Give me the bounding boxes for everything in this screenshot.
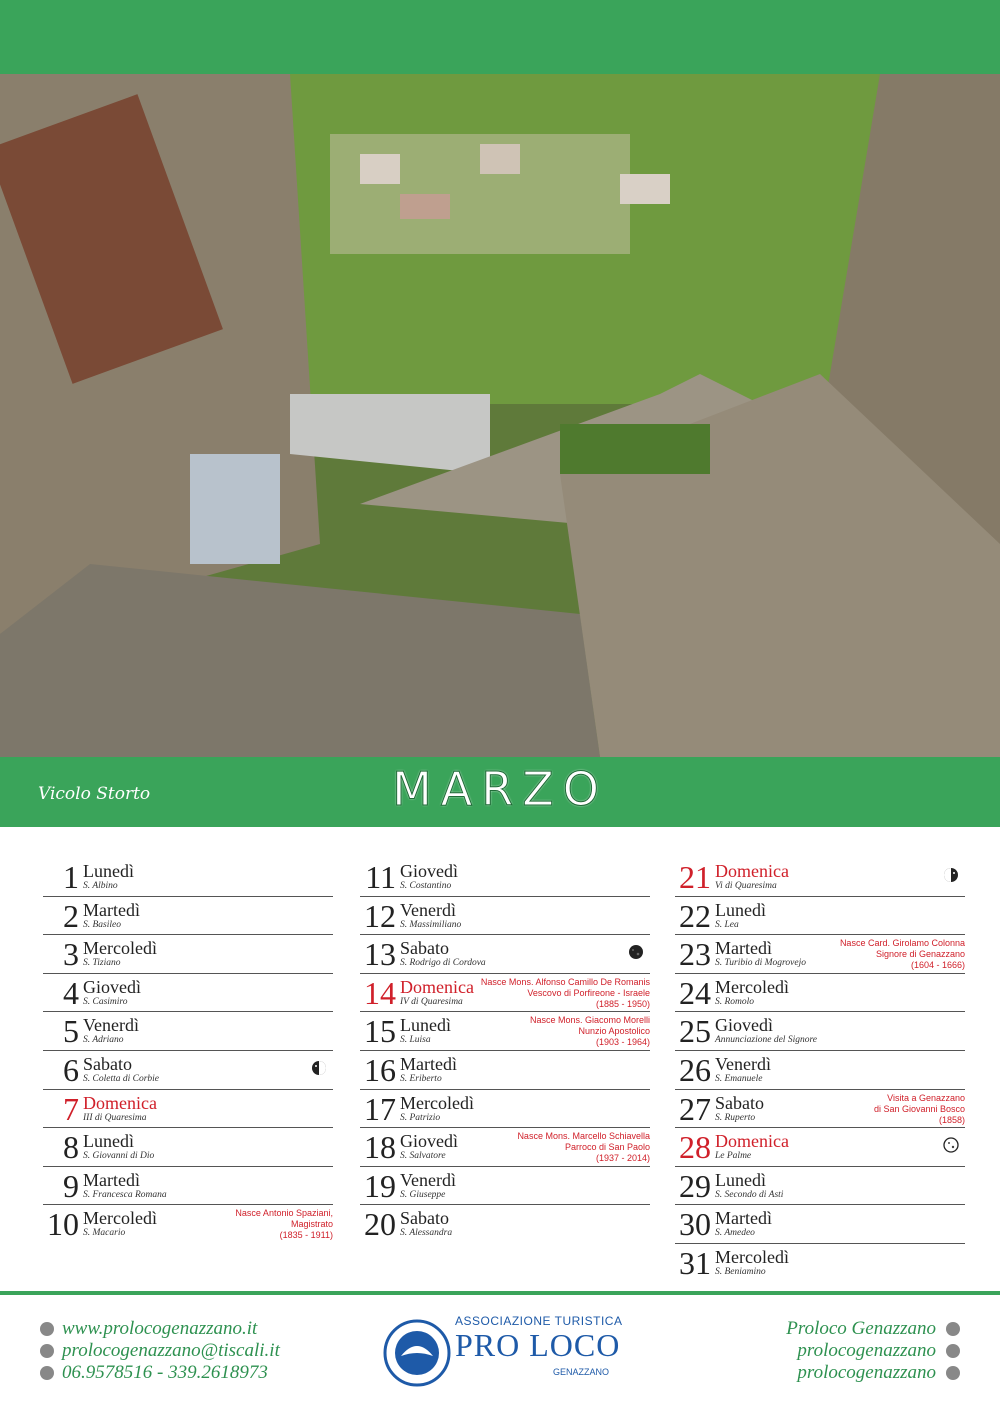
weekday-name: Mercoledì <box>400 1092 474 1113</box>
weekday-name: Martedì <box>83 1169 140 1190</box>
saint-name: S. Albino <box>83 881 118 891</box>
weekday-name: Domenica <box>400 976 474 997</box>
day-number: 26 <box>679 1051 711 1088</box>
mail-icon <box>40 1344 54 1358</box>
saint-name: S. Emanuele <box>715 1073 763 1084</box>
event-note: Nasce Card. Girolamo Colonna Signore di Genazzano (1604 - 1666) <box>839 938 965 971</box>
weekday-name: Lunedì <box>400 1015 451 1036</box>
weekday-name: Martedì <box>400 1053 457 1074</box>
proloco-logo: ASSOCIAZIONE TURISTICA PRO LOCO GENAZZANO <box>383 1312 623 1392</box>
day-number: 16 <box>364 1051 396 1088</box>
weekday-name: Martedì <box>715 938 772 959</box>
saint-name: S. Macario <box>83 1228 126 1239</box>
day-row <box>675 1205 965 1244</box>
weekday-name: Domenica <box>715 1131 789 1152</box>
day-number: 20 <box>364 1206 396 1243</box>
weekday-name: Giovedì <box>715 1015 773 1036</box>
saint-name: S. Rodrigo di Cordova <box>400 958 486 969</box>
day-number: 21 <box>679 859 711 895</box>
day-number: 3 <box>63 936 79 973</box>
saint-name: Le Palme <box>715 1151 752 1162</box>
day-row <box>360 1128 650 1167</box>
weekday-name: Sabato <box>83 1053 132 1074</box>
saint-name: S. Luisa <box>400 1035 431 1046</box>
contact-email[interactable]: prolocogenazzano@tiscali.it <box>40 1340 280 1362</box>
day-row <box>43 858 333 897</box>
saint-name: S. Patrizio <box>400 1112 441 1123</box>
day-row <box>675 1090 965 1129</box>
contact-website[interactable]: www.prolocogenazzano.it <box>40 1318 280 1340</box>
day-number: 14 <box>364 974 396 1011</box>
saint-name: S. Adriano <box>83 1035 124 1046</box>
day-number: 23 <box>679 936 711 973</box>
day-number: 31 <box>679 1244 711 1281</box>
event-note: Nasce Mons. Alfonso Camillo De Romanis Vescovo di Porfireone - Israele (1885 - 1950) <box>480 976 650 1009</box>
saint-name: S. Giuseppe <box>400 1189 446 1200</box>
day-row <box>43 1012 333 1051</box>
event-note: Nasce Antonio Spaziani, Magistrato (1835 - 1911) <box>235 1208 333 1241</box>
day-row <box>675 1244 965 1282</box>
weekday-name: Martedì <box>83 899 140 920</box>
weekday-name: Sabato <box>715 1092 764 1113</box>
day-row <box>43 1128 333 1167</box>
day-row <box>360 858 650 897</box>
footer-divider <box>0 1291 1000 1295</box>
day-number: 17 <box>364 1090 396 1127</box>
day-row <box>360 1205 650 1243</box>
saint-name: S. Secondo di Asti <box>715 1189 784 1200</box>
day-row <box>43 1205 333 1243</box>
day-row <box>43 897 333 936</box>
globe-icon <box>40 1322 54 1336</box>
day-number: 10 <box>47 1206 79 1243</box>
day-row <box>360 974 650 1013</box>
saint-name: S. Beniamino <box>715 1266 766 1277</box>
weekday-name: Lunedì <box>715 1169 766 1190</box>
day-number: 6 <box>63 1051 79 1088</box>
phone-icon <box>40 1366 54 1380</box>
saint-name: S. Coletta di Corbie <box>83 1073 159 1084</box>
saint-name: S. Amedeo <box>715 1228 755 1239</box>
day-number: 27 <box>679 1090 711 1127</box>
weekday-name: Venerdì <box>400 1169 456 1190</box>
social-instagram[interactable]: prolocogenazzano <box>786 1340 960 1362</box>
day-row <box>43 1167 333 1206</box>
weekday-name: Mercoledì <box>83 938 157 959</box>
saint-name: IV di Quaresima <box>400 996 463 1007</box>
event-note: Visita a Genazzano di San Giovanni Bosco (1858) <box>873 1092 965 1125</box>
event-note: Nasce Mons. Marcello Schiavella Parroco di San Paolo (1937 - 2014) <box>517 1131 650 1164</box>
saint-name: S. Giovanni di Dio <box>83 1151 155 1162</box>
weekday-name: Sabato <box>400 1208 449 1229</box>
day-row <box>360 935 650 974</box>
day-number: 19 <box>364 1167 396 1204</box>
event-note: Nasce Mons. Giacomo Morelli Nunzio Apostolico (1903 - 1964) <box>529 1015 650 1048</box>
calendar-column-3 <box>675 858 965 1282</box>
social-list <box>786 1318 960 1384</box>
day-number: 1 <box>63 859 79 895</box>
saint-name: Vi di Quaresima <box>715 881 777 891</box>
saint-name: S. Tiziano <box>83 958 121 969</box>
social-youtube[interactable]: prolocogenazzano <box>786 1362 960 1384</box>
contact-phone[interactable]: 06.9578516 - 339.2618973 <box>40 1362 280 1384</box>
day-row <box>360 1167 650 1206</box>
header-photo <box>0 74 1000 757</box>
social-facebook[interactable]: Proloco Genazzano <box>786 1318 960 1340</box>
saint-name: S. Romolo <box>715 996 755 1007</box>
day-row <box>675 1012 965 1051</box>
instagram-icon <box>946 1344 960 1358</box>
day-number: 8 <box>63 1129 79 1166</box>
day-number: 4 <box>63 974 79 1011</box>
weekday-name: Mercoledì <box>715 976 789 997</box>
day-number: 5 <box>63 1013 79 1050</box>
day-row <box>43 1090 333 1129</box>
day-number: 9 <box>63 1167 79 1204</box>
weekday-name: Venerdì <box>715 1053 771 1074</box>
weekday-name: Giovedì <box>83 976 141 997</box>
day-number: 11 <box>365 859 396 895</box>
saint-name: Annunciazione del Signore <box>715 1035 818 1046</box>
weekday-name: Venerdì <box>400 899 456 920</box>
weekday-name: Sabato <box>400 938 449 959</box>
weekday-name: Lunedì <box>83 1131 134 1152</box>
day-row <box>360 1090 650 1129</box>
day-number: 28 <box>679 1129 711 1166</box>
calendar-column-1 <box>43 858 333 1243</box>
saint-name: S. Basileo <box>83 919 121 930</box>
day-row <box>675 1128 965 1167</box>
day-row <box>675 935 965 974</box>
weekday-name: Lunedì <box>715 899 766 920</box>
day-number: 2 <box>63 897 79 934</box>
saint-name: S. Francesca Romana <box>83 1189 167 1200</box>
weekday-name: Venerdì <box>83 1015 139 1036</box>
day-row <box>43 1051 333 1090</box>
saint-name: S. Ruperto <box>715 1112 756 1123</box>
day-row <box>43 935 333 974</box>
day-row <box>675 1167 965 1206</box>
day-number: 24 <box>679 974 711 1011</box>
day-number: 7 <box>63 1090 79 1127</box>
day-number: 29 <box>679 1167 711 1204</box>
calendar-column-2 <box>360 858 650 1243</box>
day-row <box>360 1051 650 1090</box>
saint-name: S. Casimiro <box>83 996 128 1007</box>
day-row <box>675 858 965 897</box>
photo-caption: Vicolo Storto <box>38 784 151 804</box>
saint-name: S. Lea <box>715 919 739 930</box>
day-row <box>43 974 333 1013</box>
weekday-name: Mercoledì <box>83 1208 157 1229</box>
day-number: 12 <box>364 897 396 934</box>
saint-name: S. Massimiliano <box>400 919 462 930</box>
saint-name: S. Turibio di Mogrovejo <box>715 958 806 969</box>
weekday-name: Domenica <box>83 1092 157 1113</box>
day-row <box>360 1012 650 1051</box>
day-number: 30 <box>679 1206 711 1243</box>
weekday-name: Lunedì <box>83 861 134 881</box>
day-row <box>675 897 965 936</box>
month-title: MARZO <box>392 762 608 816</box>
weekday-name: Domenica <box>715 861 789 881</box>
day-row <box>675 974 965 1013</box>
day-row <box>675 1051 965 1090</box>
day-number: 18 <box>364 1129 396 1166</box>
day-number: 13 <box>364 936 396 973</box>
day-number: 22 <box>679 897 711 934</box>
weekday-name: Giovedì <box>400 861 458 881</box>
saint-name: S. Costantino <box>400 881 452 891</box>
contact-list <box>40 1318 280 1384</box>
top-banner <box>0 0 1000 74</box>
weekday-name: Giovedì <box>400 1131 458 1152</box>
facebook-icon <box>946 1322 960 1336</box>
saint-name: III di Quaresima <box>83 1112 147 1123</box>
day-number: 15 <box>364 1013 396 1050</box>
youtube-icon <box>946 1366 960 1380</box>
saint-name: S. Salvatore <box>400 1151 446 1162</box>
weekday-name: Mercoledì <box>715 1246 789 1267</box>
day-number: 25 <box>679 1013 711 1050</box>
weekday-name: Martedì <box>715 1208 772 1229</box>
day-row <box>360 897 650 936</box>
saint-name: S. Alessandra <box>400 1228 453 1239</box>
saint-name: S. Eriberto <box>400 1073 442 1084</box>
